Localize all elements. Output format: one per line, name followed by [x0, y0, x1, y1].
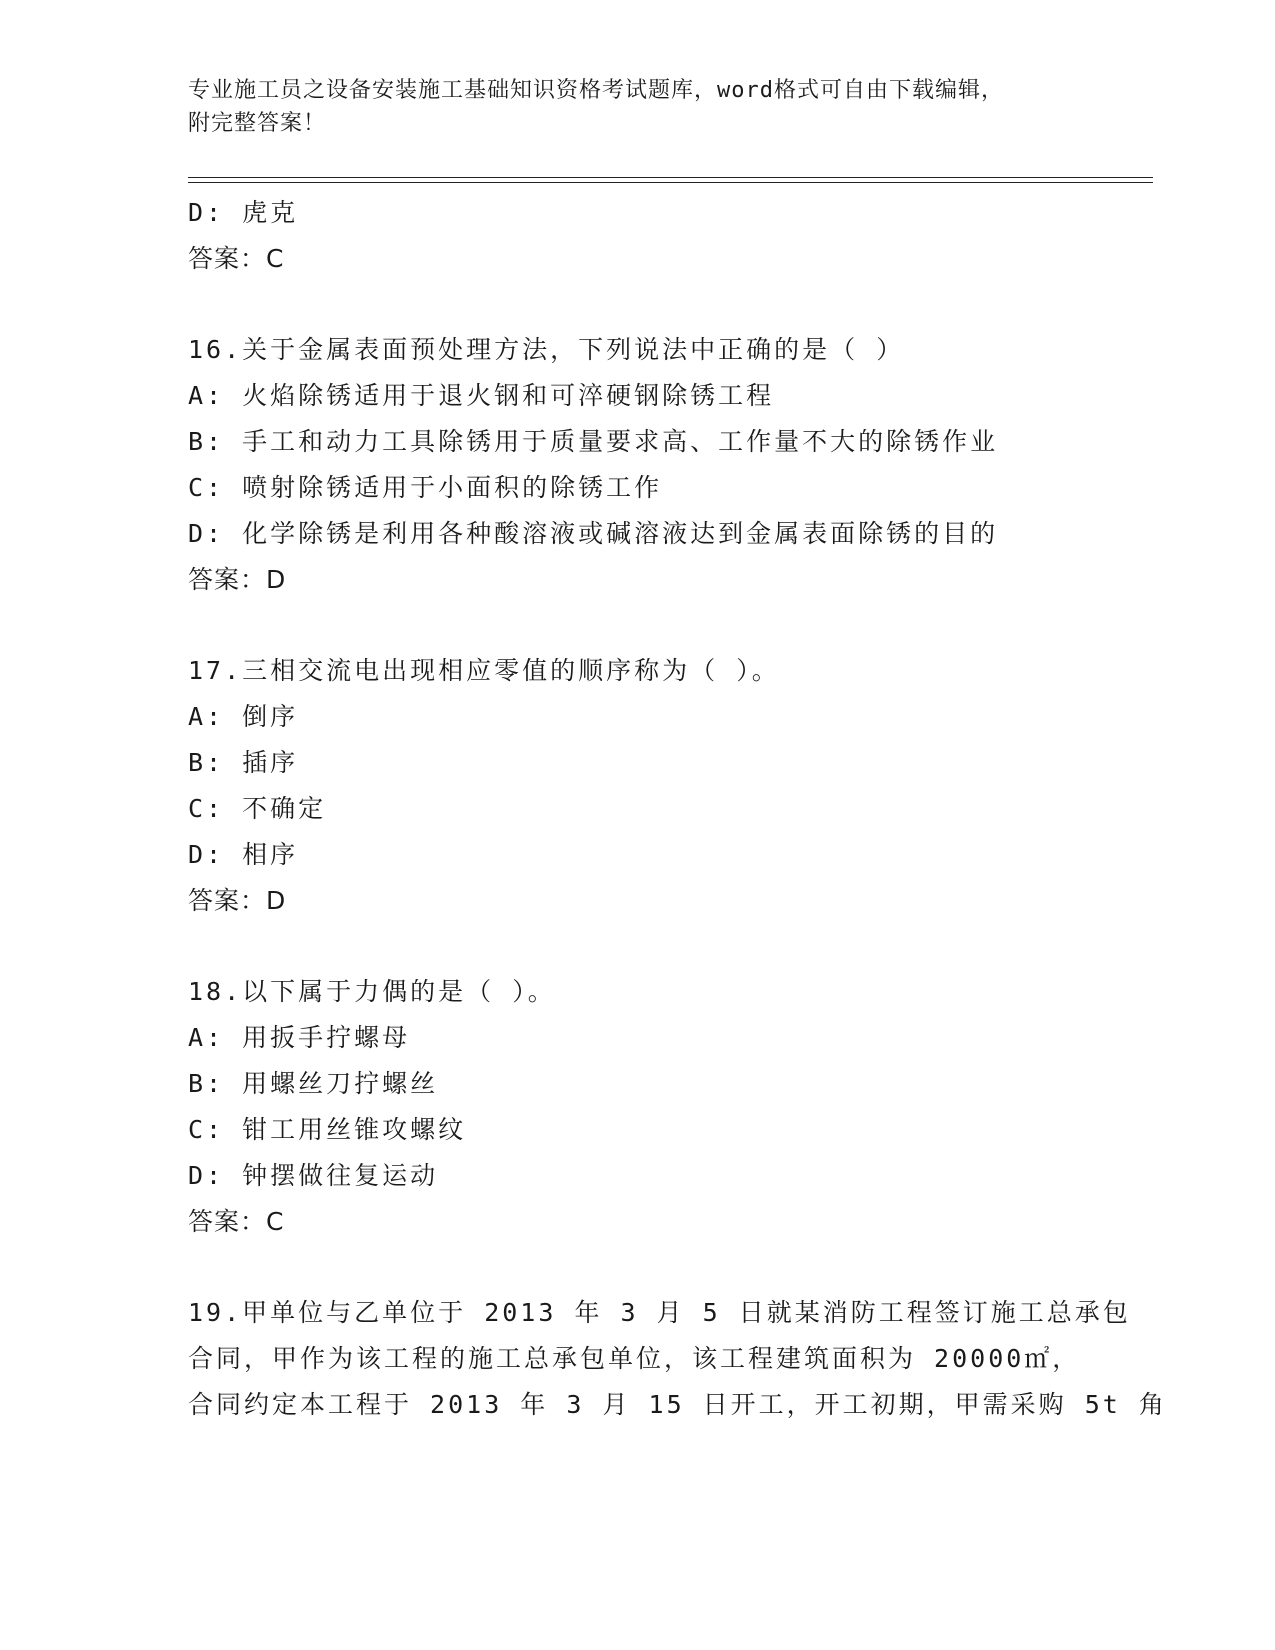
question-text-line-2: 合同，甲作为该工程的施工总承包单位，该工程建筑面积为 20000㎡，: [188, 1344, 1081, 1373]
question-text-line-3: 合同约定本工程于 2013 年 3 月 15 日开工，开工初期，甲需采购 5t 角: [188, 1390, 1167, 1419]
option-d: D: 钟摆做往复运动: [188, 1161, 439, 1190]
option-d: D: 相序: [188, 840, 299, 869]
option-d: D: 化学除锈是利用各种酸溶液或碱溶液达到金属表面除锈的目的: [188, 519, 999, 548]
option-b: B: 用螺丝刀拧螺丝: [188, 1069, 439, 1098]
option-b: B: 手工和动力工具除锈用于质量要求高、工作量不大的除锈作业: [188, 427, 999, 456]
option-d: D: 虎克: [188, 198, 299, 227]
header-divider-top: [188, 177, 1153, 178]
question-stem: 17.三相交流电出现相应零值的顺序称为（ ）。: [188, 656, 780, 685]
answer: 答案：C: [188, 244, 285, 273]
option-a: A: 倒序: [188, 702, 299, 731]
previous-question-tail: [188, 190, 1088, 282]
option-a: A: 用扳手拧螺母: [188, 1023, 411, 1052]
header-line-2: 附完整答案！: [188, 111, 327, 136]
header-divider-bottom: [188, 182, 1153, 183]
page-header: [188, 74, 1068, 140]
option-a: A: 火焰除锈适用于退火钢和可淬硬钢除锈工程: [188, 381, 775, 410]
option-b: B: 插序: [188, 748, 299, 777]
question-content: [188, 190, 1167, 1428]
answer: 答案：D: [188, 565, 287, 594]
answer: 答案：C: [188, 1207, 285, 1236]
option-c: C: 喷射除锈适用于小面积的除锈工作: [188, 473, 663, 502]
question-stem: 16.关于金属表面预处理方法，下列说法中正确的是（ ）: [188, 335, 905, 364]
question-17: [188, 648, 1088, 924]
answer: 答案：D: [188, 886, 287, 915]
header-line-1: 专业施工员之设备安装施工基础知识资格考试题库，word格式可自由下载编辑，: [188, 78, 1004, 103]
option-c: C: 不确定: [188, 794, 327, 823]
question-stem: 18.以下属于力偶的是（ ）。: [188, 977, 556, 1006]
question-19: [188, 1290, 1167, 1428]
option-c: C: 钳工用丝锥攻螺纹: [188, 1115, 467, 1144]
question-18: [188, 969, 1088, 1245]
question-16: [188, 327, 1088, 603]
question-text-line-1: 19.甲单位与乙单位于 2013 年 3 月 5 日就某消防工程签订施工总承包: [188, 1298, 1131, 1327]
